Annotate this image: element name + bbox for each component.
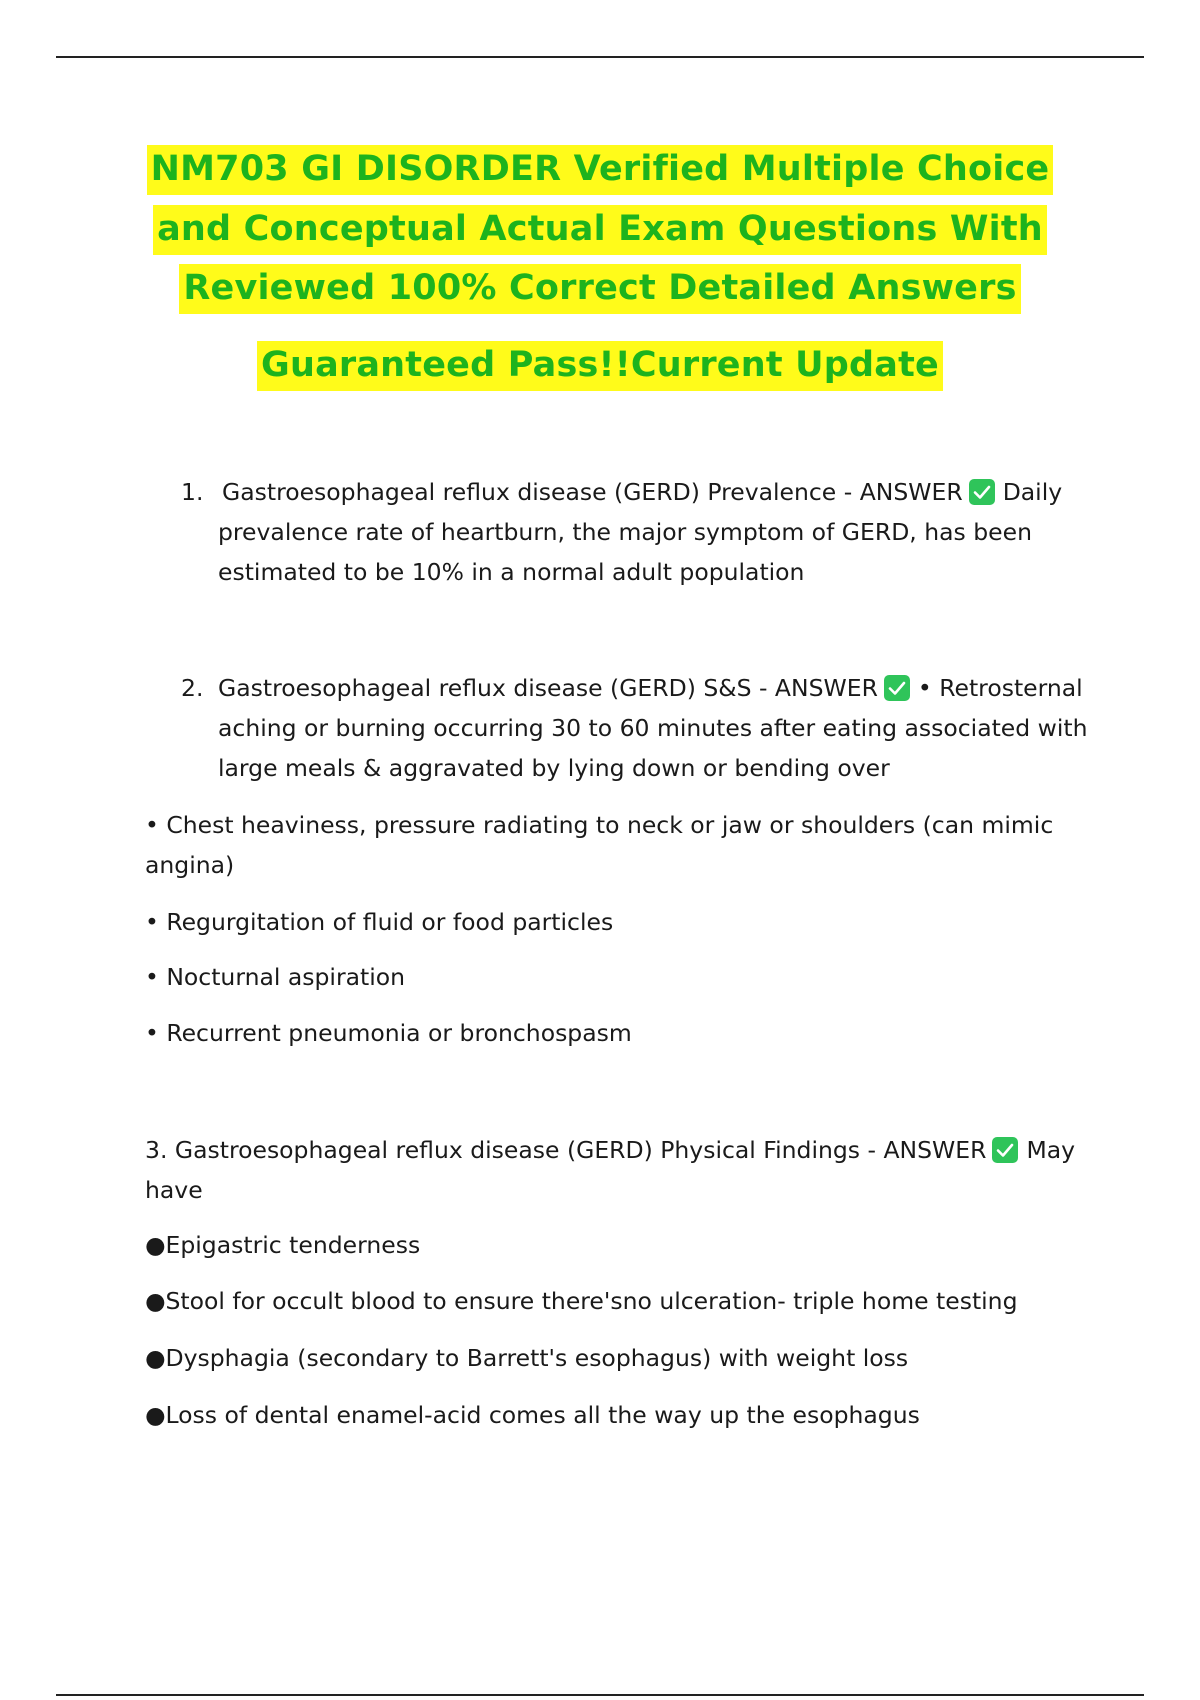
question-2-bullet-2: • Regurgitation of fluid or food particles: [145, 908, 614, 936]
title-line-2: and Conceptual Actual Exam Questions With: [0, 212, 1200, 247]
question-2-prompt: Gastroesophageal reflux disease (GERD) S&S - ANSWER: [218, 674, 878, 702]
question-3-bullet-1: ●Epigastric tenderness: [145, 1231, 421, 1259]
question-2-bullet-3: • Nocturnal aspiration: [145, 963, 406, 991]
question-3-line-1: [145, 1130, 1075, 1170]
question-2-number: 2.: [181, 674, 204, 702]
question-3-prompt: 3. Gastroesophageal reflux disease (GERD) Physical Findings - ANSWER: [145, 1136, 987, 1164]
question-2-line-1: [218, 668, 1083, 708]
question-2-bullet-4: • Recurrent pneumonia or bronchospasm: [145, 1019, 632, 1047]
question-2-line-2: aching or burning occurring 30 to 60 minutes after eating associated with: [218, 714, 1088, 742]
bottom-divider: [56, 1694, 1144, 1696]
question-1-number: 1.: [181, 478, 204, 506]
question-2-bullet-1-line-2: angina): [145, 851, 235, 879]
title-line-4: Guaranteed Pass!!Current Update: [0, 348, 1200, 383]
question-3-bullet-3: ●Dysphagia (secondary to Barrett's esophagus) with weight loss: [145, 1344, 909, 1372]
check-box-icon: [992, 1137, 1018, 1163]
top-divider: [56, 56, 1144, 58]
question-1-answer-start: Daily: [1002, 478, 1063, 506]
question-1-prompt: Gastroesophageal reflux disease (GERD) Prevalence - ANSWER: [222, 478, 963, 506]
question-3-line-2: have: [145, 1176, 203, 1204]
question-1-line-2: prevalence rate of heartburn, the major symptom of GERD, has been: [218, 518, 1032, 546]
question-3-bullet-2: ●Stool for occult blood to ensure there'sno ulceration- triple home testing: [145, 1287, 1018, 1315]
question-2-line-3: large meals & aggravated by lying down or bending over: [218, 754, 890, 782]
title-line-1: NM703 GI DISORDER Verified Multiple Choice: [0, 152, 1200, 187]
check-box-icon: [969, 479, 995, 505]
question-3-bullet-4: ●Loss of dental enamel-acid comes all the way up the esophagus: [145, 1401, 920, 1429]
question-1-line-3: estimated to be 10% in a normal adult population: [218, 558, 805, 586]
question-2-answer-start: • Retrosternal: [917, 674, 1083, 702]
check-box-icon: [884, 675, 910, 701]
question-1-line-1: [222, 472, 1062, 512]
title-line-3: Reviewed 100% Correct Detailed Answers: [0, 271, 1200, 306]
question-2-bullet-1-line-1: • Chest heaviness, pressure radiating to neck or jaw or shoulders (can mimic: [145, 811, 1054, 839]
question-3-answer-start: May: [1026, 1136, 1076, 1164]
